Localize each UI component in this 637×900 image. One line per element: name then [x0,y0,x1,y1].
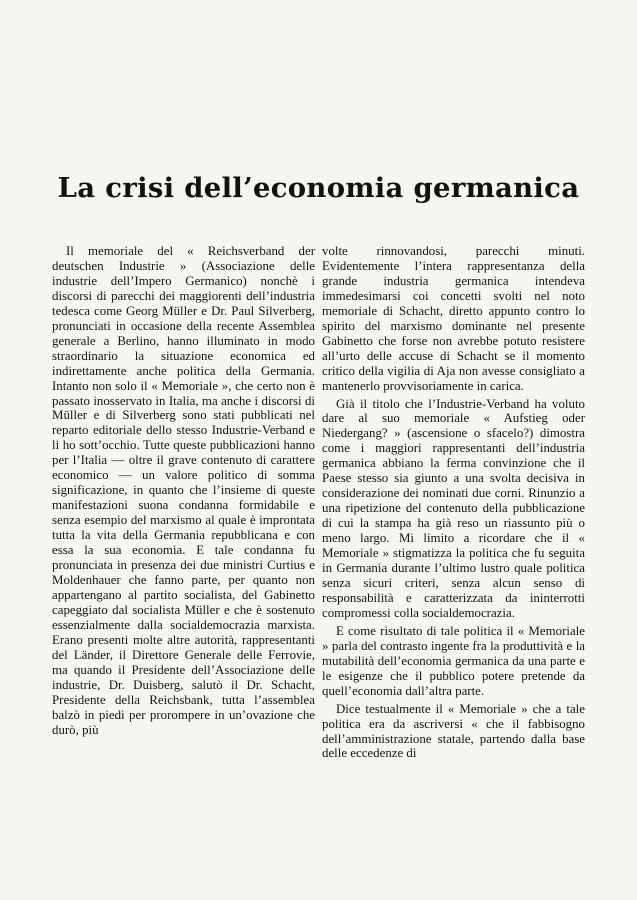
paragraph: E come risultato di tale politica il « Memoriale » parla del contrasto ingente fra la produttività e la mutabilità dell’economia germanica da una parte e le esigenze che il pubblico potere pretende da quell’economia dall’altra parte. [322,623,585,698]
right-column [322,244,585,761]
paragraph: Già il titolo che l’Industrie-Verband ha voluto dare al suo memoriale « Aufstieg oder Niedergang? » (ascensione o sfacelo?) dimostra come i maggiori rappresentanti dell’industria germanica abbiano la ferma convinzione che il Paese stesso sia giunto a una svolta decisiva in considerazione dei nominati due corni. Rinunzio a una ripetizione del contenuto della pubblicazione di cui la stampa ha già reso un riassunto più o meno largo. Mi limito a ricordare che il « Memoriale » stigmatizza la politica che fu seguita in Germania durante l’ultimo lustro quale politica senza sicuri criteri, senza alcun senso di responsabilità e caratterizzata da ininterrotti compromessi colla socialdemocrazia. [322,396,585,620]
paragraph: Il memoriale del « Reichsverband der deutschen Industrie » (Associazione delle industrie dell’Impero Germanico) nonchè i discorsi di parecchi dei maggiorenti dell’industria tedesca come Georg Müller e Dr. Paul Silverberg, pronunciati in occasione della recente Assemblea generale a Berlino, hanno illuminato in modo straordinario la situazione economica ed indirettamente anche politica della Germania. Intanto non solo il « Memoriale », che certo non è passato inosservato in Italia, ma anche i discorsi di Müller e di Silverberg sono stati pubblicati nel reparto editoriale dello stesso Industrie-Verband e li ho sott’occhio. Tutte queste pubblicazioni hanno per l’Italia — oltre il grave contenuto di carattere economico — un valore politico di somma significazione, in quanto che l’insieme di queste manifestazioni suona condanna formidabile e senza esempio del marxismo al quale è improntata tutta la vita della Germania repubblicana e con essa la sua economia. E tale condanna fu pronunciata in presenza dei due ministri Curtius e Moldenhauer che fanno parte, per quanto non appartengano al partito socialista, del Gabinetto capeggiato dal socialista Müller e che è sostenuto essenzialmente dalla socialdemocrazia marxista. Erano presenti molte altre autorità, rappresentanti del Länder, il Direttore Generale delle Ferrovie, ma quando il Presidente dell’Associazione delle industrie, Dr. Duisberg, salutò il Dr. Schacht, Presidente della Reichsbank, tutta l’assemblea balzò in piedi per prorompere in un’ovazione che durò, più [52,244,315,737]
paragraph: Dice testualmente il « Memoriale » che a tale politica era da ascriversi « che il fabbisogno dell’amministrazione statale, partendo dalla base delle eccedenze di [322,701,585,761]
paragraph: volte rinnovandosi, parecchi minuti. Evidentemente l’intera rappresentanza della grande industria germanica intendeva immedesimarsi coi concetti svolti nel noto memoriale di Schacht, diretto appunto contro lo spirito del marxismo dominante nel presente Gabinetto che forse non avrebbe potuto resistere all’urto delle accuse di Schacht se il momento critico della vigilia di Aja non avesse consigliato a mantenerlo provvisoriamente in carica. [322,244,585,393]
left-column [52,244,315,737]
article-title: La crisi dell’economia germanica [57,172,580,204]
